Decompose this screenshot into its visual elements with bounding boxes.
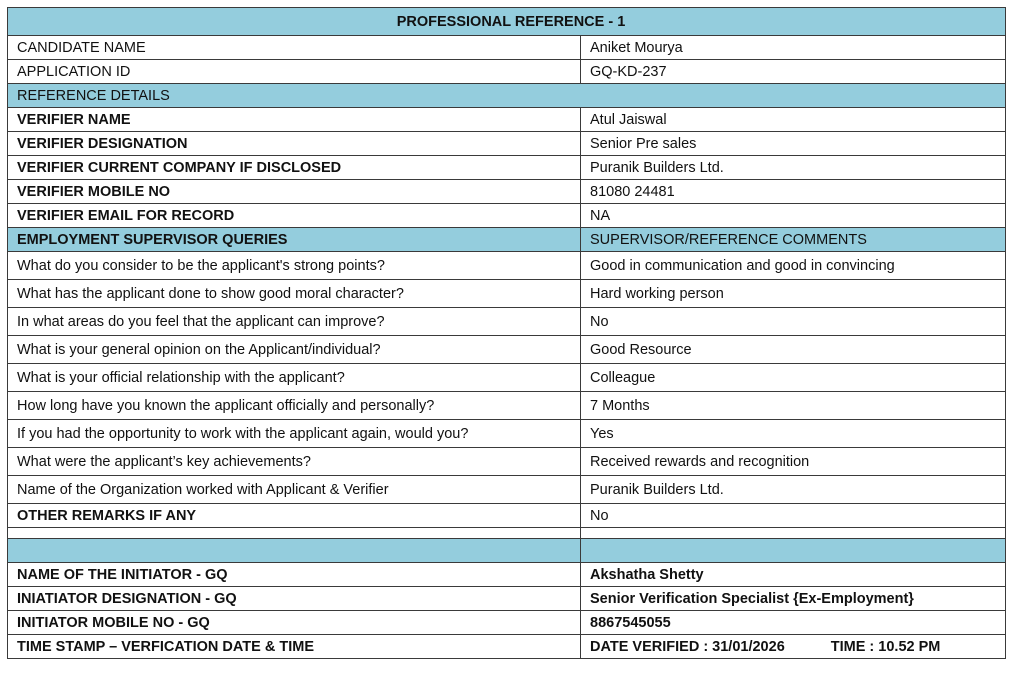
query-answer: Good Resource bbox=[581, 336, 1006, 364]
candidate-name-label: CANDIDATE NAME bbox=[8, 36, 581, 60]
other-remarks-value: No bbox=[581, 504, 1006, 528]
query-question: How long have you known the applicant officially and personally? bbox=[8, 392, 581, 420]
initiator-mobile-value: 8867545055 bbox=[581, 611, 1006, 635]
verifier-company-value: Puranik Builders Ltd. bbox=[581, 156, 1006, 180]
time-verified: TIME : 10.52 PM bbox=[830, 638, 941, 655]
query-answer: No bbox=[581, 308, 1006, 336]
table-row bbox=[8, 108, 1006, 132]
table-row bbox=[8, 308, 1006, 336]
verifier-name-value: Atul Jaiswal bbox=[581, 108, 1006, 132]
queries-header-row bbox=[8, 228, 1006, 252]
table-row bbox=[8, 420, 1006, 448]
table-row bbox=[8, 204, 1006, 228]
verifier-company-label: VERIFIER CURRENT COMPANY IF DISCLOSED bbox=[8, 156, 581, 180]
table-row bbox=[8, 587, 1006, 611]
table-row bbox=[8, 156, 1006, 180]
query-answer: Hard working person bbox=[581, 280, 1006, 308]
queries-header-left: EMPLOYMENT SUPERVISOR QUERIES bbox=[8, 228, 581, 252]
verifier-designation-label: VERIFIER DESIGNATION bbox=[8, 132, 581, 156]
table-row bbox=[8, 180, 1006, 204]
query-question: If you had the opportunity to work with the applicant again, would you? bbox=[8, 420, 581, 448]
table-row bbox=[8, 132, 1006, 156]
application-id-label: APPLICATION ID bbox=[8, 60, 581, 84]
verifier-mobile-label: VERIFIER MOBILE NO bbox=[8, 180, 581, 204]
verifier-name-label: VERIFIER NAME bbox=[8, 108, 581, 132]
verifier-email-value: NA bbox=[581, 204, 1006, 228]
table-row bbox=[8, 364, 1006, 392]
table-row bbox=[8, 448, 1006, 476]
query-question: What were the applicant’s key achievements? bbox=[8, 448, 581, 476]
reference-section-title: REFERENCE DETAILS bbox=[8, 84, 1006, 108]
initiator-designation-label: INIATIATOR DESIGNATION - GQ bbox=[8, 587, 581, 611]
query-answer: 7 Months bbox=[581, 392, 1006, 420]
query-answer: Received rewards and recognition bbox=[581, 448, 1006, 476]
query-question: In what areas do you feel that the applicant can improve? bbox=[8, 308, 581, 336]
initiator-name-value: Akshatha Shetty bbox=[581, 563, 1006, 587]
query-question: What is your official relationship with the applicant? bbox=[8, 364, 581, 392]
verifier-email-label: VERIFIER EMAIL FOR RECORD bbox=[8, 204, 581, 228]
reference-table bbox=[7, 7, 1006, 659]
table-row bbox=[8, 252, 1006, 280]
reference-section-header bbox=[8, 84, 1006, 108]
table-row bbox=[8, 280, 1006, 308]
query-question: Name of the Organization worked with Applicant & Verifier bbox=[8, 476, 581, 504]
query-answer: Puranik Builders Ltd. bbox=[581, 476, 1006, 504]
date-verified: DATE VERIFIED : 31/01/2026 bbox=[590, 638, 785, 655]
table-row bbox=[8, 476, 1006, 504]
table-row bbox=[8, 36, 1006, 60]
initiator-name-label: NAME OF THE INITIATOR - GQ bbox=[8, 563, 581, 587]
verifier-designation-value: Senior Pre sales bbox=[581, 132, 1006, 156]
table-row bbox=[8, 611, 1006, 635]
timestamp-label: TIME STAMP – VERFICATION DATE & TIME bbox=[8, 635, 581, 659]
table-row bbox=[8, 336, 1006, 364]
table-row bbox=[8, 635, 1006, 659]
table-row bbox=[8, 504, 1006, 528]
initiator-designation-value: Senior Verification Specialist {Ex-Employment} bbox=[581, 587, 1006, 611]
other-remarks-label: OTHER REMARKS IF ANY bbox=[8, 504, 581, 528]
query-question: What do you consider to be the applicant's strong points? bbox=[8, 252, 581, 280]
table-row bbox=[8, 392, 1006, 420]
table-row bbox=[8, 60, 1006, 84]
spacer-row bbox=[8, 528, 1006, 539]
blank-header-row bbox=[8, 539, 1006, 563]
queries-header-right: SUPERVISOR/REFERENCE COMMENTS bbox=[581, 228, 1006, 252]
application-id-value: GQ-KD-237 bbox=[581, 60, 1006, 84]
query-answer: Yes bbox=[581, 420, 1006, 448]
query-question: What has the applicant done to show good moral character? bbox=[8, 280, 581, 308]
timestamp-value bbox=[581, 635, 1006, 659]
page-title: PROFESSIONAL REFERENCE - 1 bbox=[8, 8, 1006, 36]
candidate-name-value: Aniket Mourya bbox=[581, 36, 1006, 60]
initiator-mobile-label: INITIATOR MOBILE NO - GQ bbox=[8, 611, 581, 635]
verifier-mobile-value: 81080 24481 bbox=[581, 180, 1006, 204]
query-answer: Colleague bbox=[581, 364, 1006, 392]
table-row bbox=[8, 563, 1006, 587]
query-answer: Good in communication and good in convincing bbox=[581, 252, 1006, 280]
title-row bbox=[8, 8, 1006, 36]
query-question: What is your general opinion on the Applicant/individual? bbox=[8, 336, 581, 364]
